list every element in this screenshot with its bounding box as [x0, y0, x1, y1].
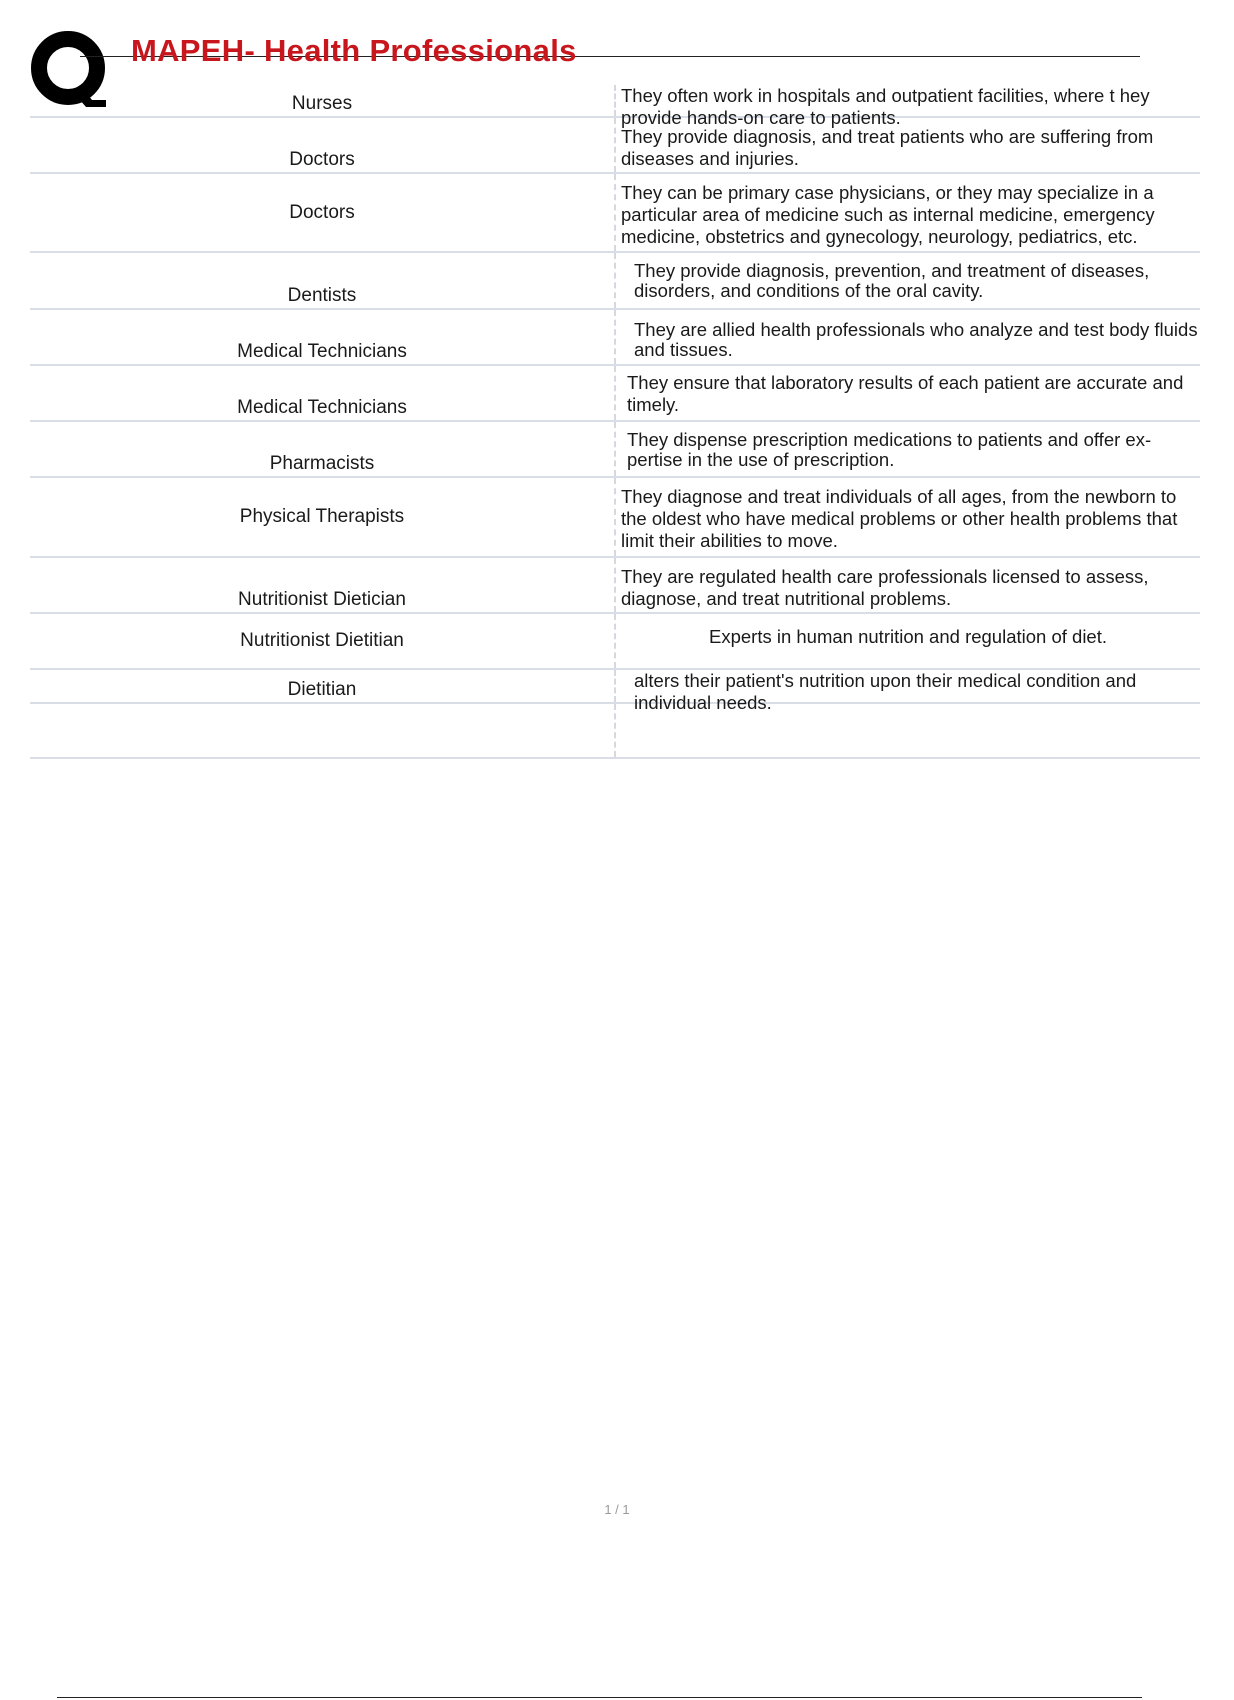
- table-row: [30, 704, 1200, 759]
- table-row: [30, 118, 1200, 174]
- table-row: [30, 174, 1200, 253]
- definition-cell: alters their patient's nutrition upon their medical condition and individual needs.: [614, 670, 1200, 702]
- table-row: [30, 310, 1200, 366]
- table-row: [30, 670, 1200, 713]
- term-cell: Pharmacists: [269, 453, 375, 474]
- definition-cell: They provide diagnosis, and treat patients who are suffering from diseases and injuries.: [614, 118, 1200, 172]
- definition-cell: They are allied health professionals who analyze and test body fluids and tissues.: [614, 310, 1200, 364]
- table-row: [30, 85, 1200, 128]
- term-cell: Dentists: [287, 285, 357, 306]
- term-cell: Dietitian: [287, 679, 357, 700]
- definition-cell: They often work in hospitals and outpatient facilities, where t hey provide hands-on care to patients.: [614, 85, 1200, 116]
- table-row: [30, 422, 1200, 478]
- definition-cell: They ensure that laboratory results of each patient are accurate and timely.: [614, 366, 1200, 420]
- definition-cell: Experts in human nutrition and regulation of diet.: [614, 614, 1200, 668]
- term-cell: Nutritionist Dietician: [238, 589, 406, 610]
- footer-rule: [57, 1697, 1142, 1698]
- definition-cell: They diagnose and treat individuals of all ages, from the newborn to the oldest who have medical problems or other health problems that limit their abilities to move.: [614, 478, 1200, 556]
- definition-cell: They provide diagnosis, prevention, and treatment of diseases, disorders, and conditions of the oral cavity.: [614, 253, 1200, 308]
- term-cell: Nutritionist Dietitian: [240, 630, 404, 651]
- page-indicator: 1 / 1: [604, 1502, 630, 1517]
- term-cell: Doctors: [289, 201, 355, 223]
- terms-table: [30, 85, 1200, 759]
- table-row: [30, 558, 1200, 614]
- term-cell: Medical Technicians: [237, 397, 407, 418]
- term-cell: Doctors: [289, 149, 355, 170]
- table-row: [30, 366, 1200, 422]
- definition-cell: They are regulated health care professionals licensed to assess, diagnose, and treat nutritional problems.: [614, 558, 1200, 612]
- term-cell: Physical Therapists: [239, 506, 405, 527]
- term-cell: Nurses: [291, 93, 353, 114]
- table-row: [30, 478, 1200, 558]
- definition-cell: They dispense prescription medications to patients and offer ex-pertise in the use of prescription.: [614, 422, 1200, 476]
- table-row: [30, 253, 1200, 310]
- page-title: MAPEH- Health Professionals: [131, 33, 577, 68]
- definition-cell: They can be primary case physicians, or they may specialize in a particular area of medicine such as internal medicine, emergency medicine, obstetrics and gynecology, neurology, pediatrics, etc.: [614, 174, 1200, 251]
- definition-cell: [614, 704, 1200, 757]
- table-row: [30, 614, 1200, 670]
- term-cell: Medical Technicians: [237, 341, 407, 362]
- term-cell: [30, 704, 614, 757]
